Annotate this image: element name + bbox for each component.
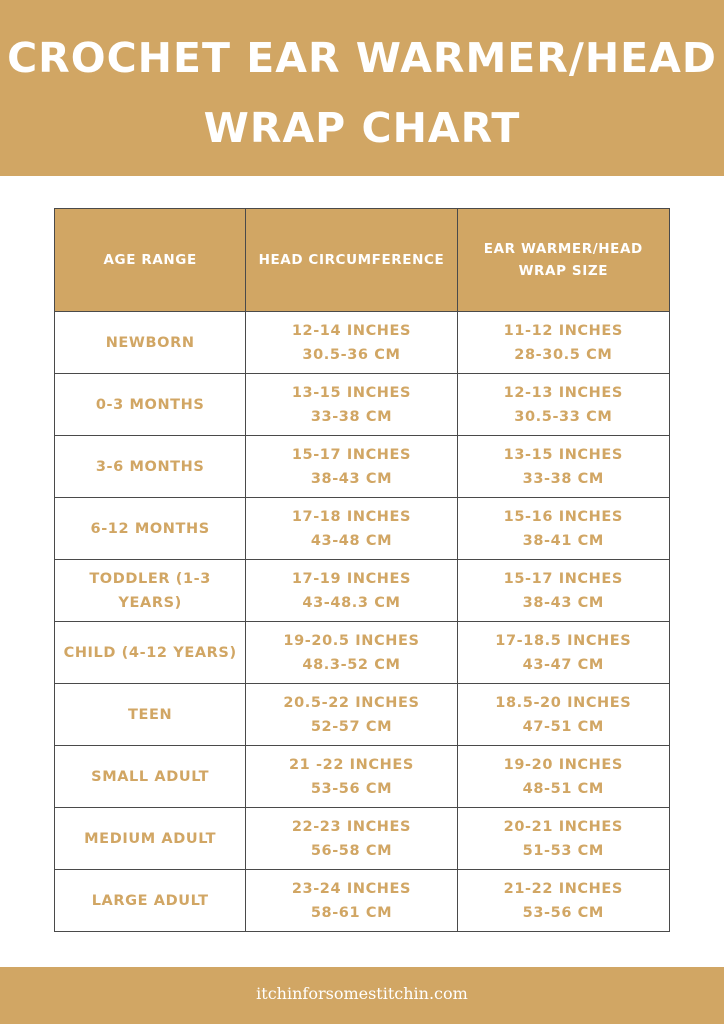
header-row: [55, 209, 670, 312]
table-row: [55, 808, 670, 870]
ear-warmer-size-cell: 17-18.5 INCHES 43-47 CM: [457, 622, 669, 684]
age-range-cell: CHILD (4-12 YEARS): [55, 622, 246, 684]
ear-warmer-size-cell: 12-13 INCHES 30.5-33 CM: [457, 374, 669, 436]
head-circumference-cell: 19-20.5 INCHES 48.3-52 CM: [246, 622, 457, 684]
header-banner: [0, 0, 724, 176]
ear-warmer-size-cell: 19-20 INCHES 48-51 CM: [457, 746, 669, 808]
head-circumference-cell: 17-18 INCHES 43-48 CM: [246, 498, 457, 560]
table-row: [55, 374, 670, 436]
head-circumference-cell: 20.5-22 INCHES 52-57 CM: [246, 684, 457, 746]
age-range-cell: NEWBORN: [55, 312, 246, 374]
head-circumference-cell: 21 -22 INCHES 53-56 CM: [246, 746, 457, 808]
head-circumference-cell: 23-24 INCHES 58-61 CM: [246, 870, 457, 932]
head-circumference-cell: 12-14 INCHES 30.5-36 CM: [246, 312, 457, 374]
ear-warmer-size-cell: 18.5-20 INCHES 47-51 CM: [457, 684, 669, 746]
table-header: [55, 209, 670, 312]
age-range-cell: 6-12 MONTHS: [55, 498, 246, 560]
ear-warmer-size-cell: 20-21 INCHES 51-53 CM: [457, 808, 669, 870]
table-body: [55, 312, 670, 932]
table-row: [55, 560, 670, 622]
ear-warmer-size-cell: 15-17 INCHES 38-43 CM: [457, 560, 669, 622]
table-row: [55, 498, 670, 560]
footer-banner: [0, 967, 724, 1024]
page-title-line-1: CROCHET EAR WARMER/HEAD: [7, 34, 717, 82]
age-range-cell: MEDIUM ADULT: [55, 808, 246, 870]
head-circumference-cell: 13-15 INCHES 33-38 CM: [246, 374, 457, 436]
head-circumference-cell: 22-23 INCHES 56-58 CM: [246, 808, 457, 870]
table-row: [55, 436, 670, 498]
head-circumference-cell: 17-19 INCHES 43-48.3 CM: [246, 560, 457, 622]
column-header-head-circumference: HEAD CIRCUMFERENCE: [246, 209, 457, 312]
age-range-cell: 0-3 MONTHS: [55, 374, 246, 436]
table-row: [55, 312, 670, 374]
ear-warmer-size-cell: 13-15 INCHES 33-38 CM: [457, 436, 669, 498]
age-range-cell: 3-6 MONTHS: [55, 436, 246, 498]
age-range-cell: TODDLER (1-3 YEARS): [55, 560, 246, 622]
age-range-cell: TEEN: [55, 684, 246, 746]
ear-warmer-size-cell: 11-12 INCHES 28-30.5 CM: [457, 312, 669, 374]
table-row: [55, 622, 670, 684]
table-row: [55, 870, 670, 932]
table-row: [55, 684, 670, 746]
ear-warmer-size-cell: 15-16 INCHES 38-41 CM: [457, 498, 669, 560]
age-range-cell: LARGE ADULT: [55, 870, 246, 932]
website-url: itchinforsomestitchin.com: [256, 984, 468, 1003]
head-circumference-cell: 15-17 INCHES 38-43 CM: [246, 436, 457, 498]
table-row: [55, 746, 670, 808]
age-range-cell: SMALL ADULT: [55, 746, 246, 808]
page-title-line-2: WRAP CHART: [203, 104, 521, 152]
size-chart-table: [54, 208, 670, 932]
column-header-age-range: AGE RANGE: [55, 209, 246, 312]
ear-warmer-size-cell: 21-22 INCHES 53-56 CM: [457, 870, 669, 932]
column-header-ear-warmer-size: EAR WARMER/HEAD WRAP SIZE: [457, 209, 669, 312]
